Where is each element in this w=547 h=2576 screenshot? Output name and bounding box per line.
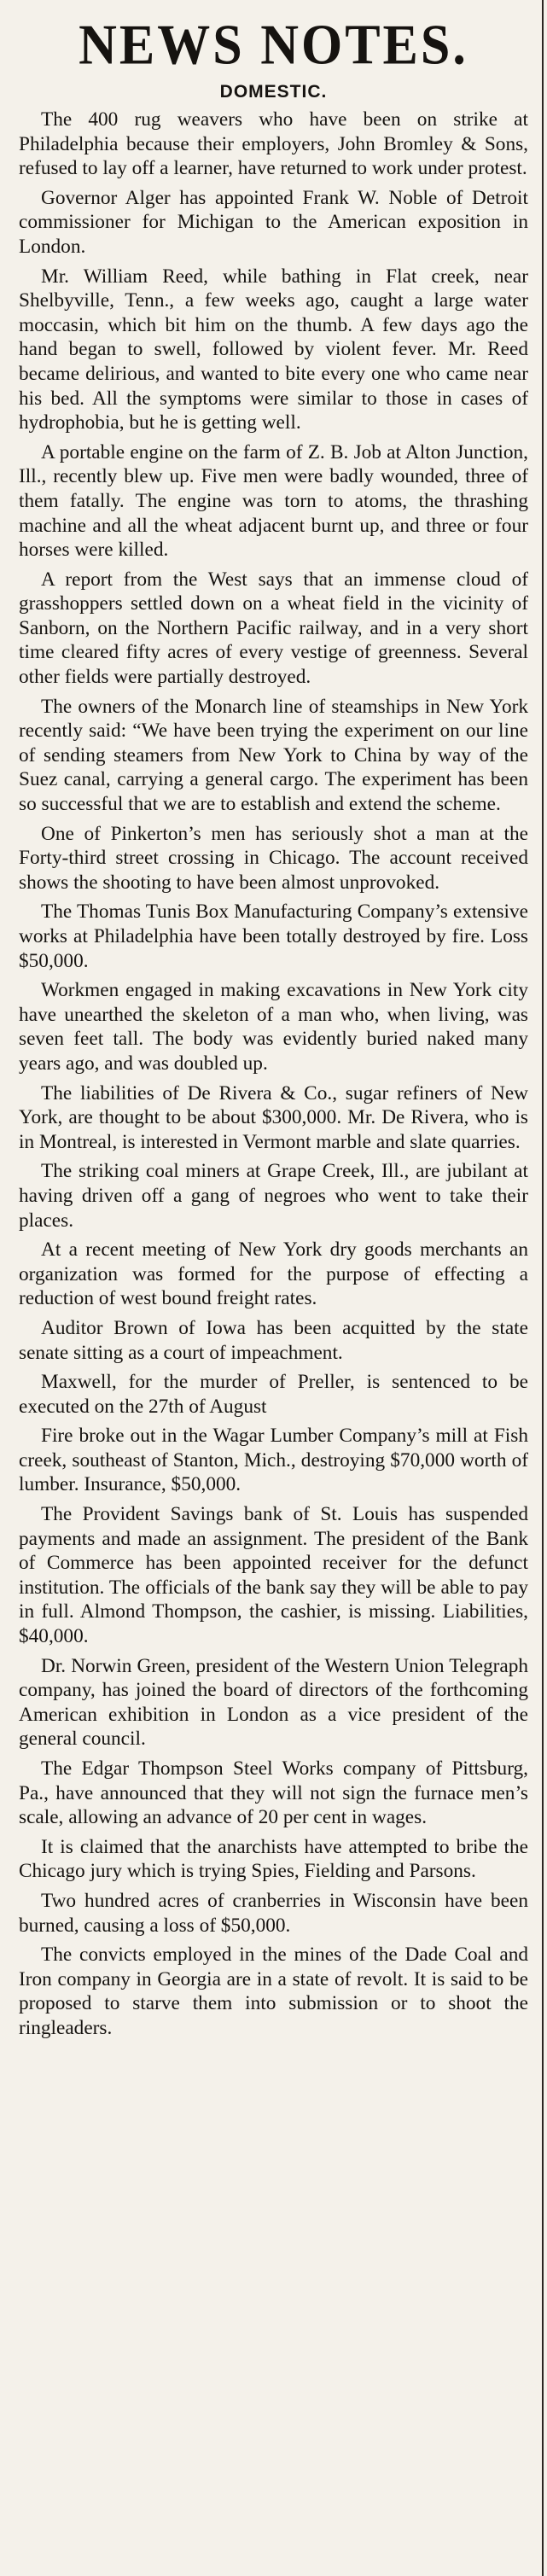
news-item: The owners of the Monarch line of steamships in New York recently said: “We have been trying the experiment on our line of sending steamers from New York to China by way of the Suez canal, carrying a general cargo. The experiment has been so successful that we are to establish and extend the scheme.: [19, 695, 528, 816]
news-item: The 400 rug weavers who have been on strike at Philadelphia because their employers, John Bromley & Sons, refused to lay off a learner, have returned to work under protest.: [19, 108, 528, 180]
news-item: At a recent meeting of New York dry goods merchants an organization was formed for the purpose of effecting a reduction of west bound freight rates.: [19, 1238, 528, 1310]
news-item: The Edgar Thompson Steel Works company of Pittsburg, Pa., have announced that they will not sign the furnace men’s scale, allowing an advance of 20 per cent in wages.: [19, 1757, 528, 1829]
news-item: The liabilities of De Rivera & Co., sugar refiners of New York, are thought to be about $300,000. Mr. De Rivera, who is in Montreal, is interested in Vermont marble and slate quarries.: [19, 1081, 528, 1153]
news-item: Workmen engaged in making excavations in New York city have unearthed the skeleton of a man who, when living, was seven feet tall. The body was evidently buried naked many years ago, and was doubled up.: [19, 979, 528, 1075]
news-item: A portable engine on the farm of Z. B. Job at Alton Junction, Ill., recently blew up. Five men were badly wounded, three of them fatally. The engine was torn to atoms, the thrashing machine and all the wheat adjacent burnt up, and three or four horses were killed.: [19, 440, 528, 562]
column-rule: [542, 0, 544, 2576]
news-item: The Thomas Tunis Box Manufacturing Company’s extensive works at Philadelphia have been totally destroyed by fire. Loss $50,000.: [19, 900, 528, 972]
section-heading: DOMESTIC.: [219, 82, 328, 102]
news-item: One of Pinkerton’s men has seriously shot a man at the Forty-third street crossing in Chicago. The account received shows the shooting to have been almost unprovoked.: [19, 822, 528, 894]
news-item: Dr. Norwin Green, president of the Western Union Telegraph company, has joined the board of directors of the forthcoming American exhibition in London as a vice president of the general council.: [19, 1654, 528, 1751]
news-item: A report from the West says that an immense cloud of grasshoppers settled down on a wheat field in the vicinity of Sanborn, on the Northern Pacific railway, and in a very short time cleared fifty acres of every vestige of greenness. Several other fields were partially destroyed.: [19, 568, 528, 689]
masthead-title: NEWS NOTES.: [79, 14, 468, 77]
news-item: Mr. William Reed, while bathing in Flat creek, near Shelbyville, Tenn., a few weeks ago, caught a large water moccasin, which bit him on the thumb. A few days ago the hand began to swell, followed by violent fever. Mr. Reed became delirious, and wanted to bite every one who came near his bed. All the symptoms were similar to those in cases of hydrophobia, but he is getting well.: [19, 265, 528, 434]
news-item: Two hundred acres of cranberries in Wisconsin have been burned, causing a loss of $50,000.: [19, 1889, 528, 1937]
news-item: The striking coal miners at Grape Creek, Ill., are jubilant at having driven off a gang of negroes who went to take their places.: [19, 1160, 528, 1232]
news-item: It is claimed that the anarchists have attempted to bribe the Chicago jury which is trying Spies, Fielding and Parsons.: [19, 1835, 528, 1883]
news-item: The convicts employed in the mines of the Dade Coal and Iron company in Georgia are in a state of revolt. It is said to be proposed to starve them into submission or to shoot the ringleaders.: [19, 1944, 528, 2039]
news-item: Auditor Brown of Iowa has been acquitted by the state senate sitting as a court of impeachment.: [19, 1316, 528, 1364]
news-item: Fire broke out in the Wagar Lumber Company’s mill at Fish creek, southeast of Stanton, Mich., destroying $70,000 worth of lumber. Insurance, $50,000.: [19, 1425, 528, 1496]
news-item: The Provident Savings bank of St. Louis has suspended payments and made an assignment. The president of the Bank of Commerce has been appointed receiver for the defunct institution. The officials of the bank say they will be able to pay in full. Almond Thompson, the cashier, is missing. Liabilities, $40,000.: [19, 1503, 528, 1648]
news-item: Maxwell, for the murder of Preller, is sentenced to be executed on the 27th of August: [19, 1371, 528, 1418]
news-item: Governor Alger has appointed Frank W. Noble of Detroit commissioner for Michigan to the American exposition in London.: [19, 186, 528, 258]
